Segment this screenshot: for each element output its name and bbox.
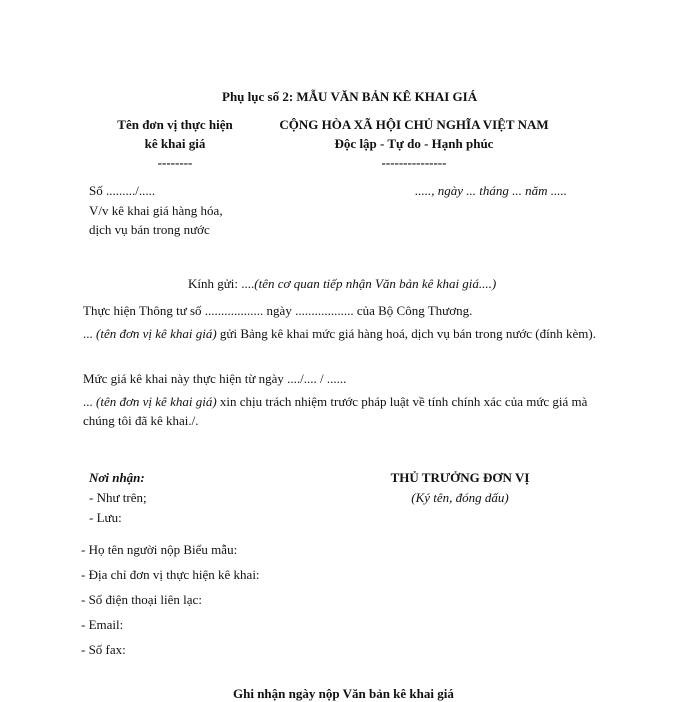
document-number: Số ........./..... [89, 183, 156, 198]
submitter-address-field: - Địa chỉ đơn vị thực hiện kê khai: [81, 567, 260, 582]
body-paragraph-3: Mức giá kê khai này thực hiện từ ngày ..../.... / ...... [83, 371, 347, 386]
p2-unit-name: (tên đơn vị kê khai giá) [96, 326, 217, 341]
issuer-divider: -------- [157, 155, 193, 170]
recipients-block [89, 468, 147, 528]
subject-line1: V/v kê khai giá hàng hóa, [89, 203, 223, 218]
recipients-title: Nơi nhận: [89, 470, 145, 485]
body-paragraph-1: Thực hiện Thông tư số .................. ngày .................. của Bộ Công Thương. [83, 303, 473, 318]
signer-block [370, 468, 550, 508]
issuer-name [90, 115, 260, 172]
p4-text: xin chịu trách nhiệm trước pháp luật về tính chính xác của mức giá mà chúng tôi đã kê khai./. [83, 394, 588, 428]
issuer-name-line1: Tên đơn vị thực hiện [117, 117, 233, 132]
footer-title: Ghi nhận ngày nộp Văn bản kê khai giá [233, 686, 454, 701]
recipient-agency: (tên cơ quan tiếp nhận Văn bản kê khai giá....) [254, 276, 497, 291]
national-motto: Độc lập - Tự do - Hạnh phúc [334, 136, 494, 151]
recipient-line [188, 276, 496, 292]
motto-divider: --------------- [381, 155, 447, 170]
submitter-fields [81, 537, 260, 662]
p4-prefix: ... [83, 394, 96, 409]
recipients-item-1: - Như trên; [89, 490, 147, 505]
subject-line2: dịch vụ bán trong nước [89, 222, 210, 237]
subject-line [89, 201, 223, 239]
signer-note: (Ký tên, đóng dấu) [411, 490, 509, 505]
body-paragraph-2 [83, 324, 618, 343]
recipient-prefix: Kính gửi: .... [188, 276, 255, 291]
submitter-fax-field: - Số fax: [81, 642, 126, 657]
recipients-item-2: - Lưu: [89, 510, 122, 525]
appendix-title: Phụ lục số 2: MẪU VĂN BẢN KÊ KHAI GIÁ [222, 89, 478, 104]
p4-unit-name: (tên đơn vị kê khai giá) [96, 394, 217, 409]
body-paragraph-4 [83, 392, 618, 430]
submitter-phone-field: - Số điện thoại liên lạc: [81, 592, 202, 607]
issuer-name-line2: kê khai giá [144, 136, 206, 151]
p2-prefix: ... [83, 326, 96, 341]
submitter-name-field: - Họ tên người nộp Biểu mẫu: [81, 542, 238, 557]
submitter-email-field: - Email: [81, 617, 124, 632]
national-header [258, 115, 570, 172]
p2-text: gửi Bảng kê khai mức giá hàng hoá, dịch vụ bán trong nước (đính kèm). [216, 326, 596, 341]
signer-title: THỦ TRƯỞNG ĐƠN VỊ [390, 470, 530, 485]
country-name: CỘNG HÒA XÃ HỘI CHỦ NGHĨA VIỆT NAM [279, 117, 549, 132]
date-line: ....., ngày ... tháng ... năm ..... [415, 183, 568, 198]
